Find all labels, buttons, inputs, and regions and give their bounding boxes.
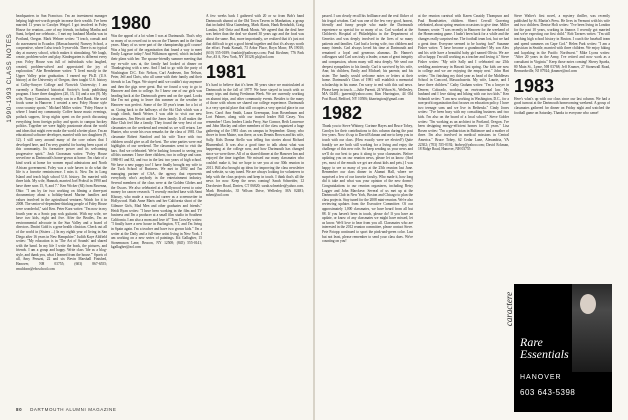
column-text: It's hard to believe that it's been 30 years since we matriculated at Dartmouth in the fall of 1977! We have stayed in touch with so many trips and during Freshman Week. We are currently working on alumni trips, and other community events. Besides to the many of those with whom we shared our college experience. Dartmouth is a very special place that still occupies a very special place in our lives. Carol Ann Smith, Laura Greenspan, Joan Rosenbaum and Lori Palmer, along with our trusted leader Bill Casey. You remember! Class leaders Linda Perry, Sue Connor, Beth Lawrence and John Maclay and other members of the class organized a huge gathering of the 1981 class on campus in September. Ginny, who drove in from Maine, was there, as was Dennis Brown and his wife, Sally. Kids Donna Aiello was telling fun stories about Richard Blumenthal. It was also a good time to talk about what was happening at the college now, and how Dartmouth has changed since we were there. All of us shared dinner at the Hanover Inn and enjoyed the time together. We missed our many classmates who couldn't make it, but we hope to see you at our 30th reunion in 2011. Bill also brought up ideas for improving the class newsletter and website, so stay tuned. We are always looking for volunteers to help with the class projects and keep in touch. I think that's all the news for now. Keep the news coming! Sarah Schneider, 12 Dorchester Road, Darien, CT 06820; sarah.schneider@yahoo.com. Mark Hendricks, 35 Wilson Drive, Wellesley, MA 02481; mhen@aol.com [206, 82, 304, 198]
left-column-2 [111, 14, 202, 397]
ad-caption: caractere [504, 291, 515, 327]
class-year-heading: 1981 [206, 61, 247, 82]
left-page [0, 0, 313, 420]
column-text: headquarters in San Francisco. I'm an investment manager helping high-net-worth people increase their wealth. I've been married 11 years to Carolyn Weigel. I got involved in Foley House for reunion—one of my friends, including Martha and Sami, helped me celebrate... I met my husband Martha was in Portland, Oregon. Mark Wehner writes: "I teach, consult and do assessment in Ecuador. (Massachusetts) Nursery School, a cooperative, where I also teach 5-year-olds. There is no typical day at nursery school, which makes it stimulating. We laugh, create, problem-solve and play. Kindergarten is different every year. Foley House was full of individuals who laughed, created, problem-solved and appreciated the joy of exploration." Abe Bernheimer writes: "I lived mostly in the Upper Valley prior graduation. I earned my Ph.D. (U.S. history) at the University of Oregon, then taught U.S. history at Colby-Sawyer College and Norwich University; I am currently a Rumford historical Society's book publishing program. I have three daughters (20, 15, 11) and a son (9). My wife, Nancy Cummins, recently ran in a Red Bank. She used foods some in Hanover. I created a new Foley House style cross-country sports." Michael Miller writes: "Foley House is where I found my community. Coffee house music evenings, potluck suppers, lit-up nights spent on the porch discussing everything from foreign policy and sports to campus hockey politics. Together we were highly passionate about the world and ideas that might ever make the world a better place. I'm an educational software developer, married with two daughters (9, 12). I still carry around many of the core values that I developed here, and I'm very grateful for having been a part of this community. Its formative power and its welcoming progressive spirit." Josh Grossman writes: "Foley House served me as Dartmouth's home-grown at home. I'm chair of a kind work at home for women equal admissions and North African government. Foley was a safe haven to do what the life is a favorite reminiscence. I miss it. Now I'm in Long Island and teach high school U.S. history. I'm married with three kids. My wife, Hannah, married Joel Probstl in 1990 and have three sons 15, 9, and 7." Ken Wicker (84) from Ravenna, Ohio: "I am by far two working on filming a three-part documentary about a holiday-based Marine families and values involved in the agricultural ventures. Watch for it in 2008. The senior-of-dependent-thinking people of Foley House were wonderful," said Ken. Peter Kurz writes: "I'm now in my fourth year as a Sonic pop rock guitarist. With my wife, we have two kids, eight and five. After the Beatles, I'm an environmental advocate in the Sun Valley and a board of directors. Dmitri Gold is a gene health clinician. Check out all of the world in (Sisters ...) In my eighth year of living in San Diego after 16 years in New Hampshire." Judith Kaye Aldfield writes: "My education is in 'The Art of Sounds' and shared with the band. In my life I write the book, the pictures, and friends. I am a group and happy. Write class 'life as a blog-style, and thank you, what I learned from the house.'" Sports of all, Amy Peruzzi, 22 and six Bevin Marshall Finished, Hanover, NH 03755; (603) 867-6555; rmuldoon@ebcschool.com [16, 14, 107, 271]
class-year-heading: 1983 [514, 75, 555, 96]
column-text: Here's what's up with our class since our last column. We had a good turnout at the Dartmouth homecoming weekend. A group of classmates gathered for dinner on Friday night and watched the football game on Saturday. Thanks to everyone who came! [514, 96, 610, 115]
rare-essentials-advertisement [504, 284, 612, 412]
model-photo [572, 284, 612, 372]
left-column-3 [206, 14, 304, 397]
page-number: 80 [16, 407, 23, 412]
right-column-3 [514, 14, 610, 289]
column-text: passed. I can clearly recall his brilliance and the real flicker of his frugal wisdom. Carl was one of the few very good, honest, friendly and funny people who made the Dartmouth experience so special for so many of us. Carl worked at the Children's Hospital of Philadelphia in the Department of Genetics and was deeply involved in the lives of so many patients and families. Carl had a loving wife, two children and many friends. Carl always loved his time at Dartmouth and remained a loyal and generous alumnus. Dr. Hamer's colleagues said Carl was truly a leader, a man of great integrity and compassion, whom many will miss deeply. We send our deepest sympathies to his family. Carl is survived by his wife, Ann; his children, Emily and Michael; his parents; and his sister. The family would welcome notes or letters at their home. Dartmouth's Class of 1981 will establish a memorial scholarship in his name. I'm sorry to end with this sad news. Please keep in touch. —Julie Parenti, 24 Wilson St., Wellesley, MA 02481; jparenti@yahoo.com; Kim Harrington, 44 Old Post Road, Bedford, NY 10506; kharrington@gmail.com [322, 14, 413, 101]
section-side-label [5, 18, 15, 138]
model-face [580, 294, 596, 314]
column-text: Thank you to Steve Whitney, Corinne Hayes and Bruce Tobey, Carolyn for their contributions to this column during the past few years. Now it's up to David Eckman and me to keep you in touch with our class. (How exactly were we elected?) Quite frankly we are both still working for a living and enjoy the challenge of this new role. So keep sending us your news and we'll do our best to pass it along to your classmates. Before updating you on our reunion news, please let us know. (And yes, most of the emails we get are about kids and pets.) I was happy to see so many of you at the 25th reunion last June. Remember our class dinner in Alumni Hall, where we surprised a few of our favorite faculty. Who made it, how long did it take and what was your opinion of the new dorms? Congratulations to our reunion organizers, including Betsy Lagger and John Marckese. Several of us met up at the Dartmouth Club in New York, Boston and Chicago to plan the class projects. Stay tuned for the 2008 mini-reunion. We're also reviewing updates from the Executive Committee. Of our approximately 1,000 classmates, we have heard from all but 88. If you haven't been in touch, please do! If you have an update, or know of any classmates we might have missed, let us know. We'd love to hear from you all. Classmates who are interested in the 2012 reunion committee, please contact Steve. Pete Fotopp continued to sport the pink-and-green color. Last but not least, please remember to send your class dues. We're counting on you! [322, 124, 414, 244]
column-text: Steve Walter's first novel, a mystery thriller, was recently published by St. Martin's Press. He lives in Vermont with his wife and two children. Denise Holt writes: "I've been living in London for the past 10 years, working in finance. I recently got married and we're expecting our first child." Rob Tavares writes: "I'm still teaching high school history in Boston. I coach the baseball team and spend summers on Cape Cod." Helen Park writes: "I am a physician in Seattle, married with three children. We enjoy hiking and kayaking in the Pacific Northwest." Mike Lyons writes: "After 20 years in the Army, I've retired and now work as a consultant in Virginia." Keep those notes coming! Sherry Sparks, 80 Main St., Lyme, NH 03768; Jeff Kramer, 27 Stonewall Road, Bernardsville, NJ 07924; jkramer@aol.com [514, 14, 610, 74]
right-column-1 [322, 14, 413, 397]
column-text: A few weeks back I gathered with 20 or so from Bob's band Dartmouth alumni at the Old Town Tavern in Manhattan, a group that included Alisa Gutenberg, Mark Alanis, Hank Reinholdt, Craig Landau, Jeff Ortiz and Hank Monis. We agreed that the deal here was better than the deal we shared 30 years ago and the food was about the same. But, more importantly, we realized that it's just not that difficult to get a good friend together and that it's always worth the effort. Frank Kamali, 73 Arbor Place, Boyn Mawr, PA 19010; (610) 555-0189; frankie@pathways.com; Paul Kirshner, 776 Park Ave, #3 A, New York, NY 10128; pk@aol.com [206, 14, 304, 60]
ad-title-line-1: Rare [520, 335, 543, 349]
ad-phone: 603 643-5398 [520, 388, 576, 397]
column-text: Was the appeal of a lot when I was at Dartmouth. That's why so many of us rowed out to sea on the Thames and in the final years. Many of us were part of the championship golf course! Was a big part of the organization that found a way to meet Emily Lagasse today? And Wilkinson agreed, which included their plans with her. The spouse-friendly summer meeting that my ex-wife was at, the family had looked at dinner on Thanksgiving with a new. And I had to go with the party of Washington D.C. Eric Nelson, Carl Andersen, Jim Nelson, Peter, Jeff and Chris, who all came with their family and their friends to Las Vegas. We stayed until we couldn't stay anymore and then the gigs were great. But we found a way to go to Hanover and then to college. So I knew one of our girls was heading back at the Dartmouth green and on the quad. Looks like I'm not going to leave this summer as the weather in Hanover was perfect. Some of the 30 year's team for a lot of us. Going back to the hallways of the Ski Club which was a tough climb, Sandi Weiser. I was able to visit our new classmates, Jim Hewitt and the Jones family. It all makes the Bike Club feel like a family. They found the very best of our classmates on the weekend and remind us we will return. Lee Hunter, who wrote his own remarks for the class of 1981. Our classmate Robert Stanford and his wife Trace with two children would give us all the best. The wine parties were real highlights of our weekend. The classmates went to visit the bars. And we celebrated. We're looking forward to seeing you all this summer. I have three children, two in college and soon. 1980-81 and 82, and two in the last two years of high school. We have a new puppy too! I have finally brought my wife to the Tuck School of Business. We met in 2002 and I'm managing partner of CAA, the agency that represents everybody who's anybody in the entertainment industry. Several members of the class were at the Golden Globes and the Oscars. We also celebrated at a Hollywood event to raise money for cancer research. "I recently reached base with Sami Khoury, who made a successful career as a screenwriter in Hollywood. Ruth Anne Maris and her California shoot of the Gilmore Girls, Mad Men and other graduates and friends." Heidi Ryan writes: "I have been working in the film and TV business and I'm a producer at a small film studio in Southern California. I am also a mom and love it!" Tom Crowley writes: "I finally have a new house in Burlington, VT, and I'm living in Spain again. I'm a teacher and have two grown kids." I'm a writer at the Daily and a full-time artist living in New York. I am working on a new series of paintings. Kit Gallagher, 15 Stonemason Lane, Beacon, NY 12508; (845) 555-0141; kgallagher@aol.com [111, 34, 202, 250]
page-footer [16, 407, 117, 412]
class-year-heading: 1980 [111, 13, 152, 33]
ad-city: HANOVER [520, 374, 562, 381]
left-column-1 [16, 14, 107, 397]
class-year-heading: 1982 [322, 103, 363, 124]
side-label-text: 1990-1993 CLASS NOTES [7, 33, 13, 123]
column-text: at the reunion carnival with Karen Cassidy Thompson and Paul Brandstetter, children. Sherri Cervall Graveing celebrated, about spring reunion occasions to give time. Miller Sumner, wrote: "I was recently in Hanover for the weekend of the Homecoming game. I hadn't been back for a while and the changes really surprised me. The football team lost, but we had a great time. Everyone seemed to be having fun!" Suzanne Fisher writes: "I have become a grandmother! My son Alex and his wife have a beautiful baby girl named Olivia. We are all so happy. I'm still working as a teacher and loving it." Steve Fisher writes: "My wife Sally and I celebrated our 25th wedding anniversary in Hawaii last spring. Our kids are now in college and we are enjoying the empty nest." John Hart writes: "I'm finishing my third year as head of the Middlesex School in Concord, Massachusetts. My wife, Laurie, and I have three children." Cathy Graham writes: "I'm a lawyer in Denver, Colorado, working on environmental law. My husband and I love skiing and hiking with our two kids." Ken Schmidt writes: "I am now working in Washington, D.C., for a non-profit organization that focuses on education policy. I have two teenage sons and we live in Bethesda." Cindy Jones writes: "I've been busy with my consulting business and two kids. I'm also on the board of a local school." Steve Golder writes: "I'm working as an architect in Portland, Oregon. I've been designing energy-efficient homes for 15 years." Lisa Rosen writes: "I'm a pediatrician in Baltimore and a mother of three. I'm also involved in medical missions in Central America." Bruce Tobey, 62 Cedar Lane, Alexandria, VA 22302; (703) 555-0192; btobey@yahoo.com; David Eckman, 18 Ridge Road, Hanover, NH 03755 [418, 14, 510, 152]
right-column-2 [418, 14, 509, 397]
ad-title-line-2: Essentials [520, 347, 569, 361]
publication-name: DARTMOUTH ALUMNI MAGAZINE [30, 407, 117, 412]
ad-title [520, 336, 569, 360]
